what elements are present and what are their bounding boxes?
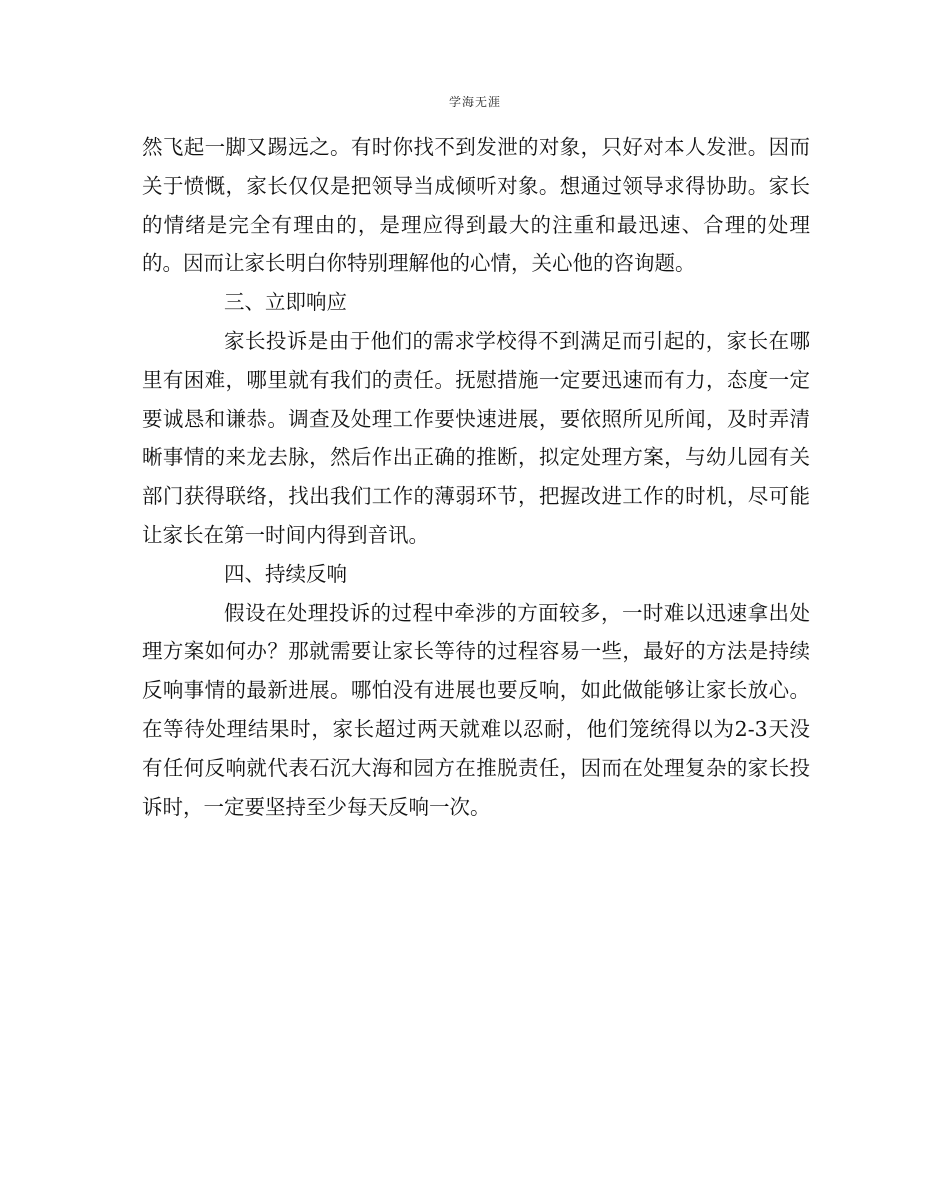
paragraph-continuation: 然飞起一脚又踢远之。有时你找不到发泄的对象，只好对本人发泄。因而关于愤慨，家长仅仅是把领导当成倾听对象。想通过领导求得协助。家长的情绪是完全有理由的，是理应得到最大的注重和最迅速、合理的处理的。因而让家长明白你特别理解他的心情，关心他的咨询题。 — [142, 135, 810, 276]
section-heading-immediate-response: 三、立即响应 — [224, 290, 347, 315]
paragraph-continuous-feedback: 假设在处理投诉的过程中牵涉的方面较多，一时难以迅速拿出处理方案如何办？那就需要让家长等待的过程容易一些，最好的方法是持续反响事情的最新进展。哪怕没有进展也要反响，如此做能够让家长放心。在等待处理结果时，家长超过两天就难以忍耐，他们笼统得以为2-3天没有任何反响就代表石沉大海和园方在推脱责任，因而在处理复杂的家长投诉时，一定要坚持至少每天反响一次。 — [142, 600, 810, 819]
document-body — [142, 128, 810, 826]
page-header: 学海无涯 — [448, 95, 501, 109]
section-heading-continuous-feedback: 四、持续反响 — [224, 561, 347, 586]
paragraph-immediate-response: 家长投诉是由于他们的需求学校得不到满足而引起的，家长在哪里有困难，哪里就有我们的责任。抚慰措施一定要迅速而有力，态度一定要诚恳和谦恭。调查及处理工作要快速进展，要依照所见所闻，及时弄清晰事情的来龙去脉，然后作出正确的推断，拟定处理方案，与幼儿园有关部门获得联络，找出我们工作的薄弱环节，把握改进工作的时机，尽可能让家长在第一时间内得到音讯。 — [142, 328, 810, 547]
